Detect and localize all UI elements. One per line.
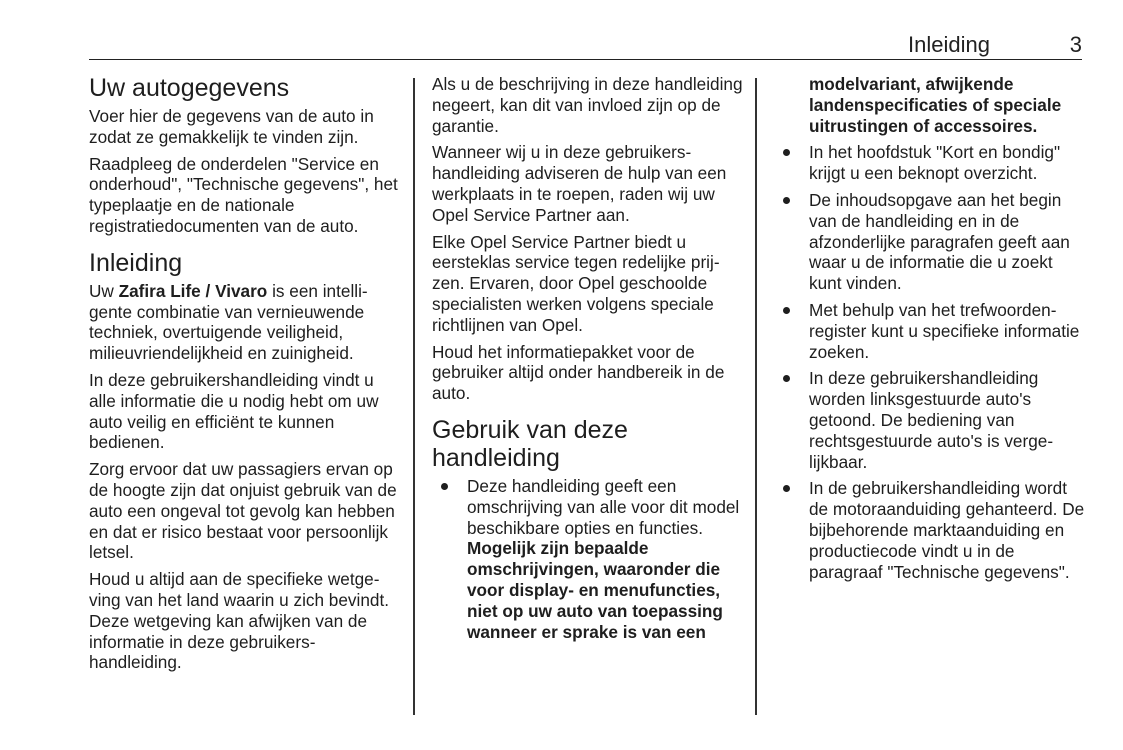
text: In de gebruikershandleiding wordt de motoraanduiding gehanteerd. De bijbehorende marktaanduiding en productiecode vindt u in de paragraaf "Technische gegevens". <box>809 478 1085 582</box>
column-divider <box>413 78 415 715</box>
heading-gebruik-van-deze-handleiding: Gebruik van deze handleiding <box>432 415 628 472</box>
list-item <box>774 142 1086 184</box>
section-title: Inleiding <box>908 32 990 57</box>
bullet-icon <box>783 375 790 382</box>
bullet-icon <box>441 483 448 490</box>
heading-inleiding: Inleiding <box>89 248 183 277</box>
list-item-continuation <box>774 74 1086 136</box>
bold-text: modelvariant, afwijkende landenspecificaties of speciale uitrustingen of accessoires. <box>809 74 1062 136</box>
text: Uw <box>89 280 119 301</box>
text: Met behulp van het trefwoordenregister kunt u specifieke informatie zoeken. <box>809 299 1080 362</box>
paragraph: Raadpleeg de onderdelen "Service en onderhoud", "Technische gegevens", het typeplaatje en de nationale registratiedocumenten van de auto. <box>89 153 398 236</box>
text: is een intelligente combinatie van vernieuwende techniek, overtuigende veiligheid, milieuvriendelijkheid en zuinigheid. <box>89 280 368 364</box>
text: In deze gebruikershandleiding worden linksgestuurde auto's getoond. De bediening van rechtsgestuurde auto's is vergelijkbaar. <box>809 368 1054 472</box>
paragraph: Voer hier de gegevens van de auto in zodat ze gemakkelijk te vinden zijn. <box>89 106 374 147</box>
paragraph: In deze gebruikershandleiding vindt u alle informatie die u nodig hebt om uw auto veilig en efficiënt te kunnen bedienen. <box>89 369 379 453</box>
column-3 <box>774 74 1086 588</box>
heading-uw-autogegevens: Uw autogegevens <box>89 74 290 102</box>
bullet-list <box>432 476 744 642</box>
column-divider <box>755 78 757 715</box>
list-item <box>432 476 744 642</box>
model-name: Zafira Life / Vivaro <box>118 280 268 301</box>
list-item <box>774 478 1086 582</box>
paragraph: Houd u altijd aan de specifieke wetgeving van het land waarin u zich bevindt. Deze wetgeving kan afwijken van de informatie in deze gebruikershandleiding. <box>89 569 390 673</box>
text: In het hoofdstuk "Kort en bondig" krijgt u een beknopt overzicht. <box>809 142 1061 184</box>
text: Deze handleiding geeft een omschrijving van alle voor dit model beschikbare opties en functies. <box>467 475 740 538</box>
paragraph <box>89 281 401 364</box>
bullet-icon <box>783 149 790 156</box>
paragraph: Elke Opel Service Partner biedt u eersteklas service tegen redelijke prijzen. Ervaren, door Opel geschoolde specialisten werken volgens speciale richtlijnen van Opel. <box>432 231 720 335</box>
paragraph: Als u de beschrijving in deze handleiding negeert, kan dit van invloed zijn op de garantie. <box>432 74 743 136</box>
text: De inhoudsopgave aan het begin van de handleiding en in de afzonderlijke paragrafen geeft aan waar u de informatie die u zoekt kunt vinden. <box>809 189 1070 294</box>
paragraph: Wanneer wij u in deze gebruikershandleiding adviseren de hulp van een werkplaats in te roepen, raden wij uw Opel Service Partner aan. <box>432 142 727 225</box>
bold-text: Mogelijk zijn bepaalde omschrijvingen, waaronder die voor display- en menufuncties, niet op uw auto van toepassing wanneer er sprake is van een <box>467 538 723 642</box>
list-item <box>774 368 1086 472</box>
paragraph: Zorg ervoor dat uw passagiers ervan op de hoogte zijn dat onjuist gebruik van de auto een ongeval tot gevolg kan hebben en dat er risico bestaat voor persoonlijk letsel. <box>89 459 397 563</box>
list-item <box>774 300 1086 362</box>
page-number: 3 <box>1069 32 1082 57</box>
column-2 <box>432 74 744 648</box>
running-header <box>89 30 1082 60</box>
paragraph: Houd het informatiepakket voor de gebruiker altijd onder handbereik in de auto. <box>432 341 725 404</box>
column-1 <box>89 74 401 679</box>
bullet-icon <box>783 485 790 492</box>
bullet-icon <box>783 197 790 204</box>
list-item <box>774 190 1086 294</box>
bullet-list <box>774 142 1086 582</box>
bullet-icon <box>783 307 790 314</box>
